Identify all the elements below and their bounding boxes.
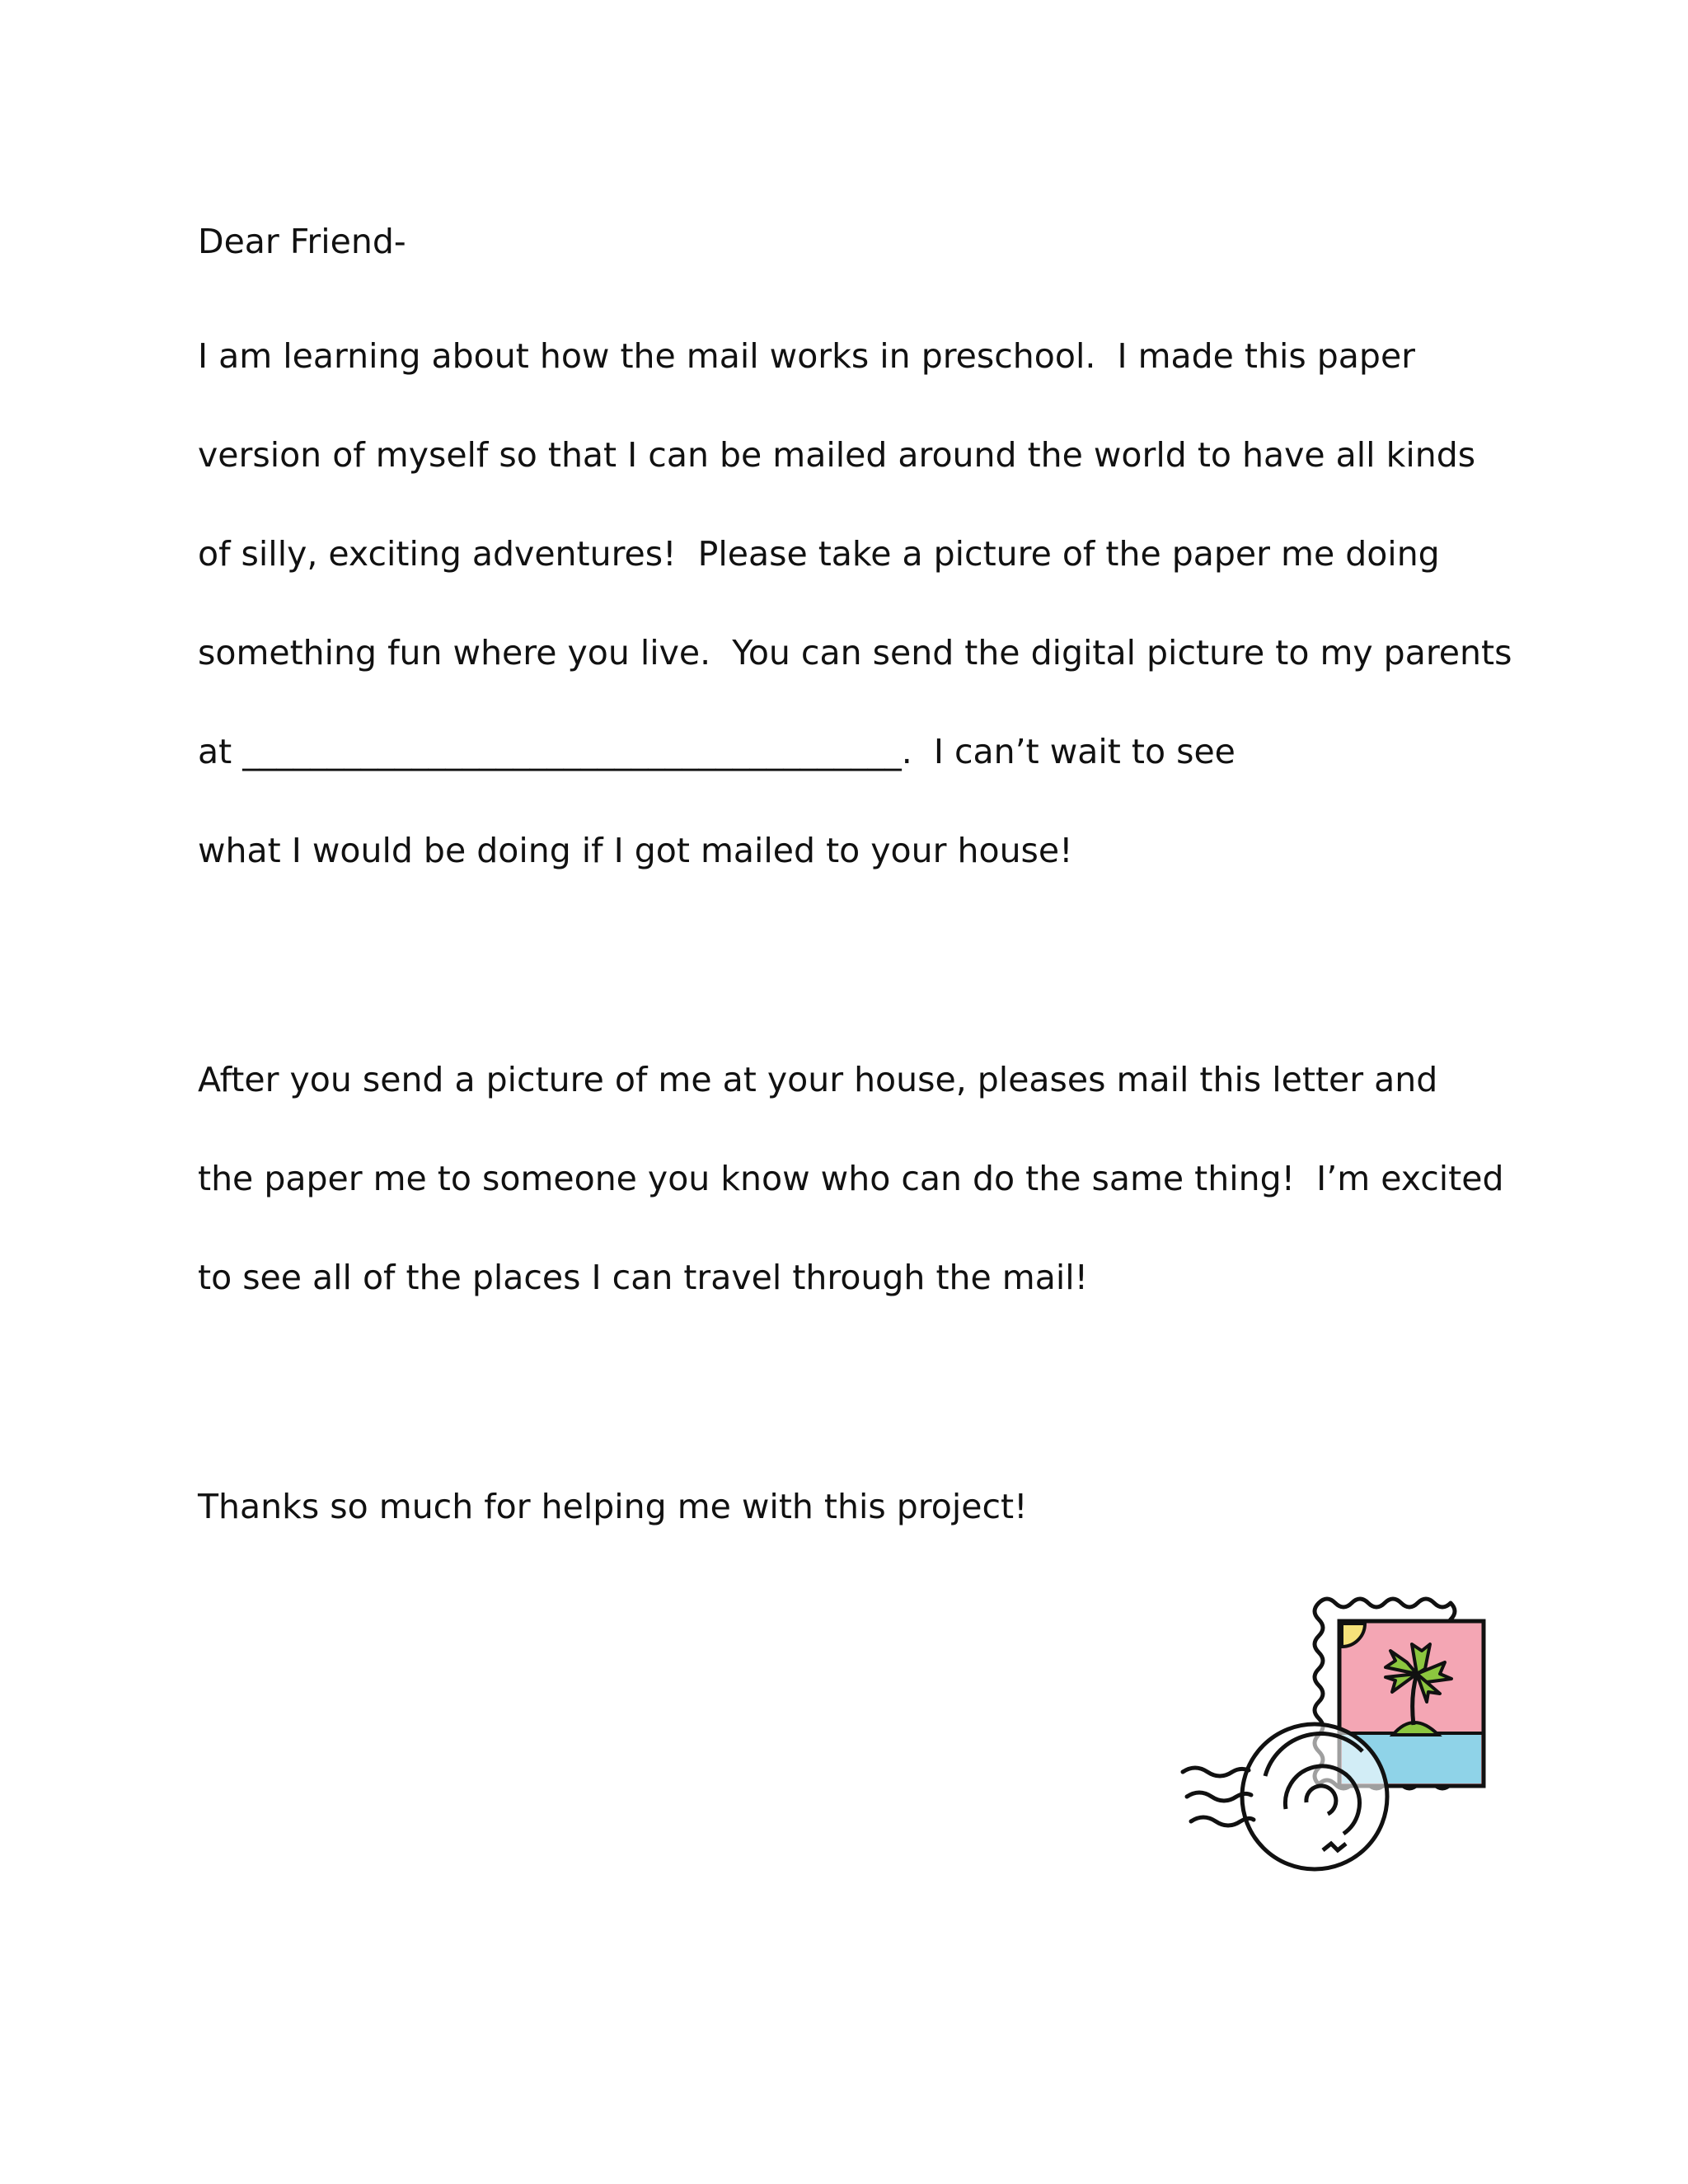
paragraph1-line1: I am learning about how the mail works in preschool. I made this paper (198, 336, 1416, 376)
paragraph1-line5-email-blank: at _______________________________________. I can’t wait to see (198, 732, 1236, 771)
paragraph1-line2: version of myself so that I can be mailed around the world to have all kinds (198, 435, 1476, 475)
paragraph1-line3: of silly, exciting adventures! Please take a picture of the paper me doing (198, 534, 1440, 574)
paragraph1-line6: what I would be doing if I got mailed to your house! (198, 831, 1073, 870)
paragraph2-line3: to see all of the places I can travel through the mail! (198, 1258, 1089, 1297)
paragraph1-line4: something fun where you live. You can send the digital picture to my parents (198, 633, 1512, 673)
postage-stamp-icon (1175, 1586, 1521, 1883)
closing: Thanks so much for helping me with this project! (198, 1487, 1028, 1526)
greeting: Dear Friend- (198, 222, 406, 261)
paragraph2-line1: After you send a picture of me at your house, pleases mail this letter and (198, 1060, 1438, 1099)
postmark-icon (1242, 1724, 1387, 1869)
paragraph2-line2: the paper me to someone you know who can do the same thing! I’m excited (198, 1159, 1504, 1198)
